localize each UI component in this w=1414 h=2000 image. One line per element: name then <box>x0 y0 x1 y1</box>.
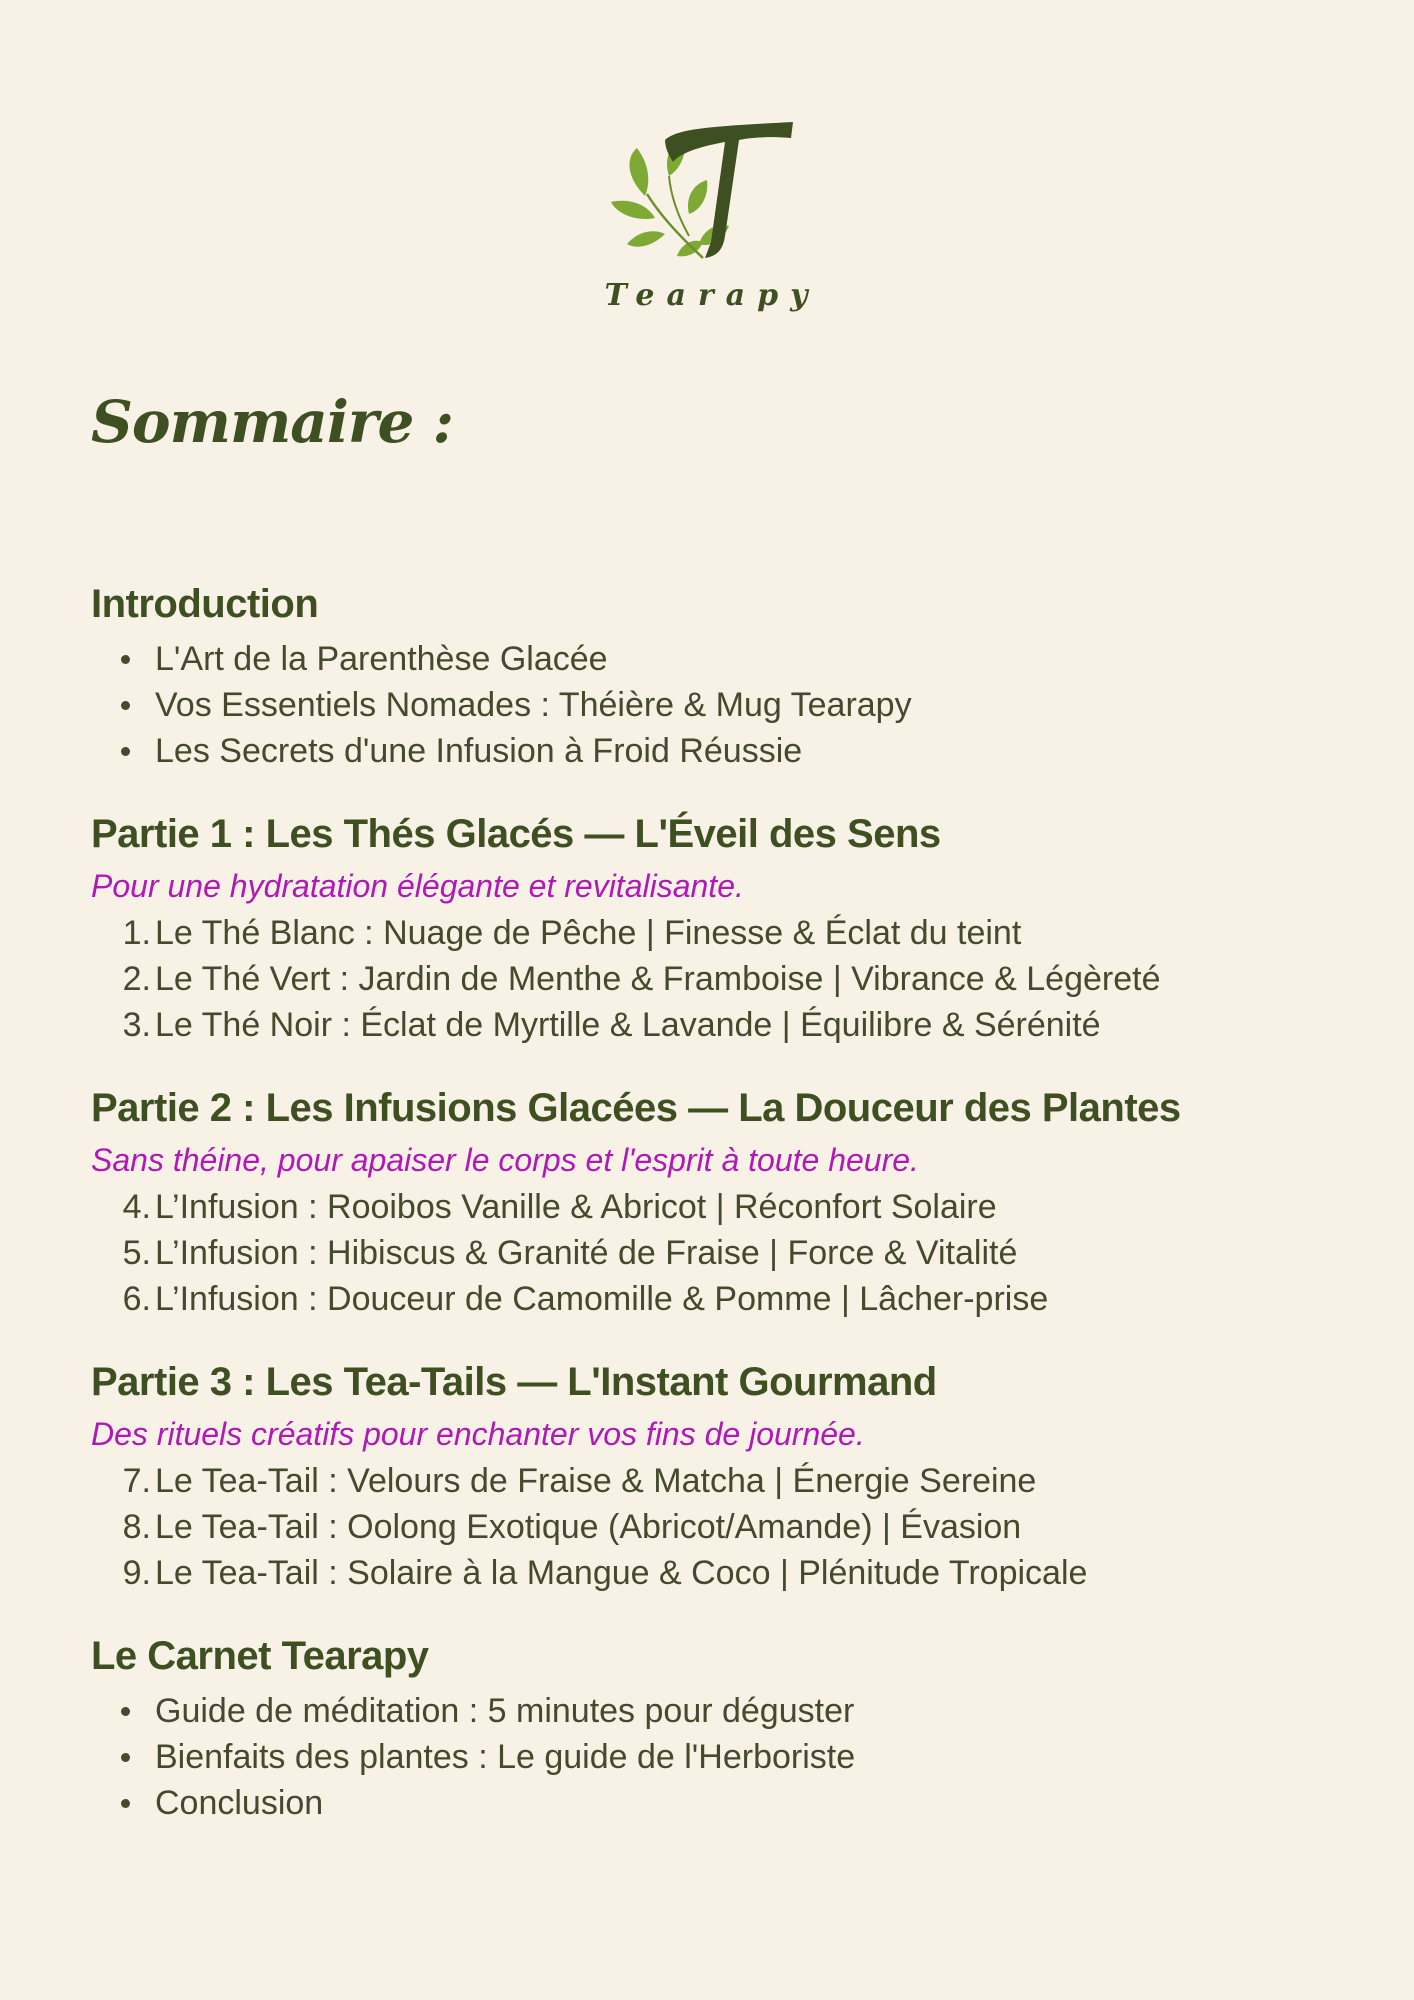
list-item <box>91 910 1374 956</box>
list-item <box>91 1276 1374 1322</box>
item-text: Le Tea-Tail : Solaire à la Mangue & Coco | Plénitude Tropicale <box>155 1554 1088 1592</box>
item-number: 4. <box>122 1188 151 1226</box>
item-text: Le Thé Blanc : Nuage de Pêche | Finesse & Éclat du teint <box>155 914 1022 952</box>
list-item <box>91 1458 1374 1504</box>
brand-name: Tearapy <box>604 278 820 313</box>
list-item: Guide de méditation : 5 minutes pour déguster <box>91 1688 1374 1734</box>
item-number: 2. <box>122 960 151 998</box>
item-text: L’Infusion : Douceur de Camomille & Pomme | Lâcher-prise <box>155 1280 1049 1318</box>
list-item: Bienfaits des plantes : Le guide de l'Herboriste <box>91 1734 1374 1780</box>
section-subtitle: Sans théine, pour apaiser le corps et l'esprit à toute heure. <box>91 1142 919 1178</box>
page-title: Sommaire : <box>91 388 453 456</box>
list-item: Les Secrets d'une Infusion à Froid Réussie <box>91 728 1374 774</box>
section-title: Partie 2 : Les Infusions Glacées — La Douceur des Plantes <box>91 1086 1181 1130</box>
bullet-list <box>91 636 1374 774</box>
item-text: Le Tea-Tail : Velours de Fraise & Matcha | Énergie Sereine <box>155 1462 1037 1500</box>
section-partie-3 <box>91 1356 1374 1596</box>
list-item: Vos Essentiels Nomades : Théière & Mug Tearapy <box>91 682 1374 728</box>
section-subtitle: Des rituels créatifs pour enchanter vos fins de journée. <box>91 1416 865 1452</box>
leaf-sprig-icon <box>607 118 807 268</box>
item-number: 8. <box>122 1508 151 1546</box>
item-text: L’Infusion : Hibiscus & Granité de Fraise | Force & Vitalité <box>155 1234 1018 1272</box>
section-title: Partie 3 : Les Tea-Tails — L'Instant Gourmand <box>91 1360 937 1404</box>
brand-logo <box>0 118 1414 313</box>
list-item <box>91 1550 1374 1596</box>
item-number: 5. <box>122 1234 151 1272</box>
list-item <box>91 1002 1374 1048</box>
section-title: Le Carnet Tearapy <box>91 1634 429 1678</box>
list-item <box>91 1230 1374 1276</box>
item-text: L’Infusion : Rooibos Vanille & Abricot | Réconfort Solaire <box>155 1188 997 1226</box>
item-number: 7. <box>122 1462 151 1500</box>
table-of-contents <box>91 578 1374 1860</box>
section-partie-1 <box>91 808 1374 1048</box>
numbered-list <box>91 910 1374 1048</box>
item-text: Le Thé Vert : Jardin de Menthe & Framboise | Vibrance & Légèreté <box>155 960 1161 998</box>
list-item <box>91 1504 1374 1550</box>
list-item: L'Art de la Parenthèse Glacée <box>91 636 1374 682</box>
section-carnet <box>91 1630 1374 1826</box>
item-text: Le Tea-Tail : Oolong Exotique (Abricot/Amande) | Évasion <box>155 1508 1022 1546</box>
item-text: Le Thé Noir : Éclat de Myrtille & Lavande | Équilibre & Sérénité <box>155 1006 1101 1044</box>
section-title: Introduction <box>91 582 319 626</box>
item-number: 3. <box>122 1006 151 1044</box>
item-number: 9. <box>122 1554 151 1592</box>
item-number: 1. <box>122 914 151 952</box>
bullet-list <box>91 1688 1374 1826</box>
section-title: Partie 1 : Les Thés Glacés — L'Éveil des Sens <box>91 812 941 856</box>
list-item <box>91 956 1374 1002</box>
list-item <box>91 1184 1374 1230</box>
list-item: Conclusion <box>91 1780 1374 1826</box>
section-introduction <box>91 578 1374 774</box>
item-number: 6. <box>122 1280 151 1318</box>
section-partie-2 <box>91 1082 1374 1322</box>
numbered-list <box>91 1184 1374 1322</box>
numbered-list <box>91 1458 1374 1596</box>
section-subtitle: Pour une hydratation élégante et revitalisante. <box>91 868 744 904</box>
